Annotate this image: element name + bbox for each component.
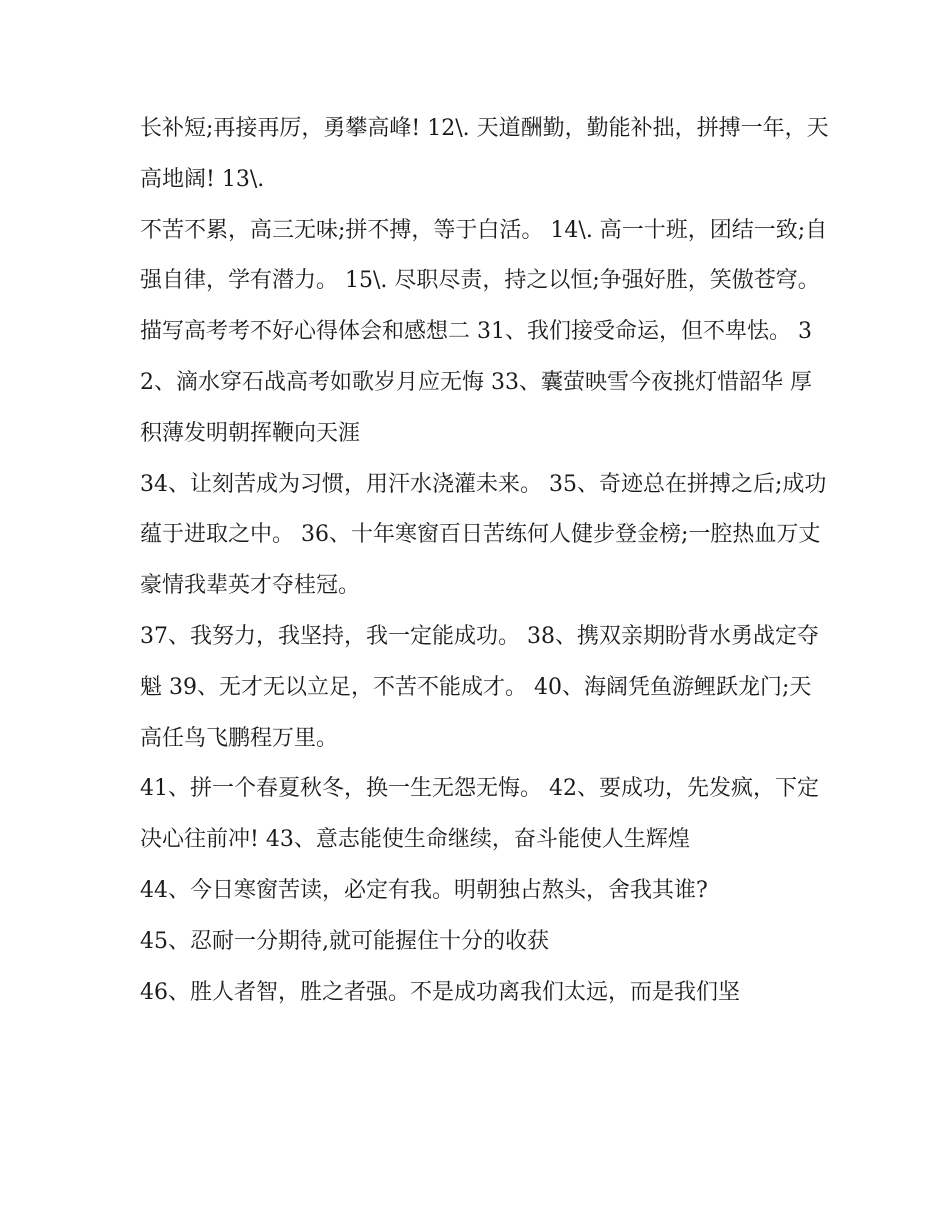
- paragraph-3: 描写高考考不好心得体会和感想二 31、我们接受命运，但不卑怯。 32、滴水穿石战高考如歌岁月应无悔 33、囊萤映雪今夜挑灯惜韶华 厚积薄发明朝挥鞭向天涯: [140, 319, 812, 446]
- paragraph-6: 41、拼一个春夏秋冬，换一生无怨无悔。 42、要成功，先发疯，下定决心往前冲! 43、意志能使生命继续，奋斗能使人生辉煌: [140, 776, 819, 853]
- paragraph-5: 37、我努力，我坚持，我一定能成功。 38、携双亲期盼背水勇战定夺魁 39、无才无以立足，不苦不能成才。 40、海阔凭鱼游鲤跃龙门;天高任鸟飞鹏程万里。: [140, 623, 819, 751]
- paragraph-1: 长补短;再接再厉，勇攀高峰! 12\. 天道酬勤，勤能补拙，拼搏一年，天高地阔! 13\.: [140, 116, 829, 192]
- paragraph-8: 45、忍耐一分期待,就可能握住十分的收获: [140, 928, 549, 954]
- document-body: [140, 104, 830, 1018]
- paragraph-4: 34、让刻苦成为习惯，用汗水浇灌未来。 35、奇迹总在拼搏之后;成功蕴于进取之中。 36、十年寒窗百日苦练何人健步登金榜;一腔热血万丈豪情我辈英才夺桂冠。: [140, 471, 827, 599]
- paragraph-2: 不苦不累，高三无味;拼不搏，等于白活。 14\. 高一十班，团结一致;自强自律，学有潜力。 15\. 尽职尽责，持之以恒;争强好胜，笑傲苍穹。: [140, 217, 828, 294]
- paragraph-9: 46、胜人者智，胜之者强。不是成功离我们太远，而是我们坚: [140, 979, 740, 1005]
- paragraph-7: 44、今日寒窗苦读，必定有我。明朝独占熬头，舍我其谁?: [140, 877, 708, 903]
